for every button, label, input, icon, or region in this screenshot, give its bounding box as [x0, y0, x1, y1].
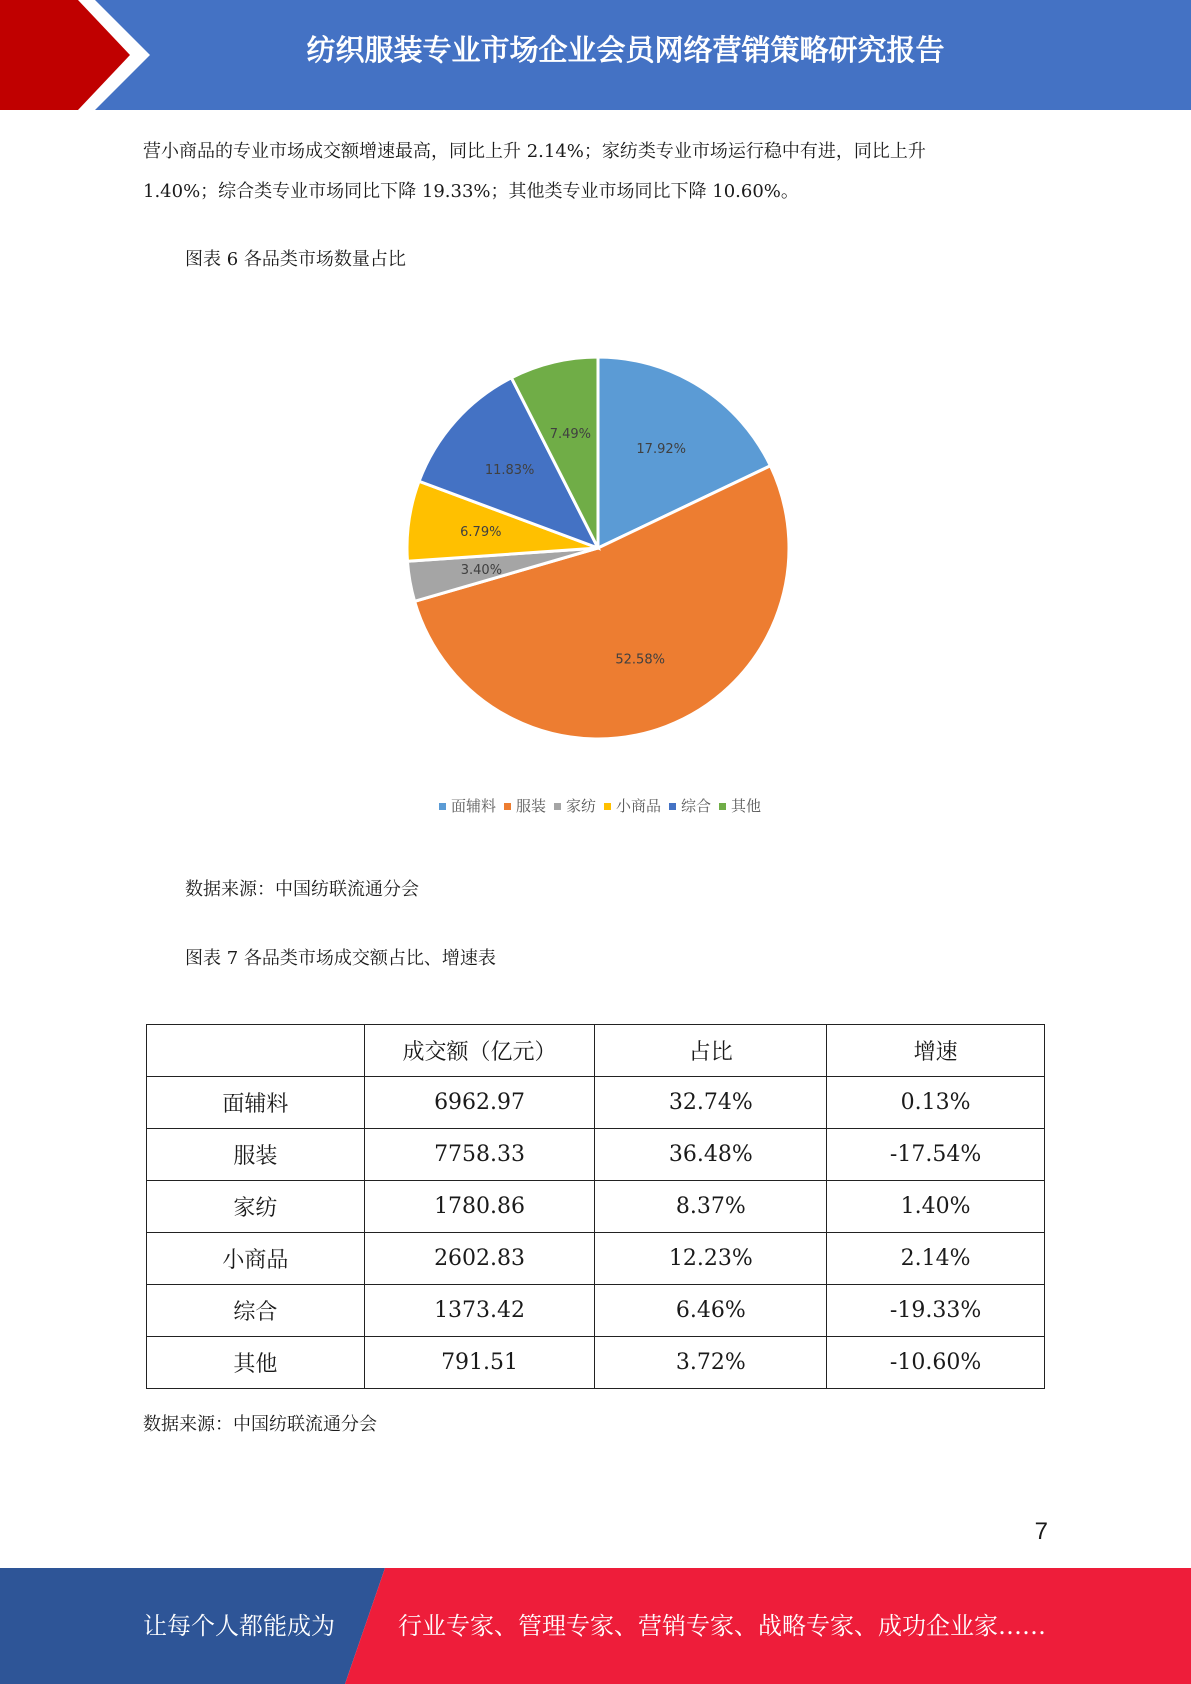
table-header-cell: 增速 [827, 1025, 1045, 1077]
table-cell: -19.33% [827, 1285, 1045, 1337]
table-row [147, 1077, 1045, 1129]
table-cell: 791.51 [364, 1337, 595, 1389]
legend-item [554, 795, 596, 816]
page-footer [0, 1568, 1191, 1684]
table-row [147, 1337, 1045, 1389]
report-title: 纺织服装专业市场企业会员网络营销策略研究报告 [306, 33, 945, 67]
table-cell: 6962.97 [364, 1077, 595, 1129]
legend-label: 面辅料 [450, 797, 496, 815]
paragraph-line-2: 1.40%；综合类专业市场同比下降 19.33%；其他类专业市场同比下降 10.60%。 [143, 181, 799, 202]
table-cell: 7758.33 [364, 1129, 595, 1181]
legend-item [604, 795, 661, 816]
table-cell: 2602.83 [364, 1233, 595, 1285]
legend-swatch [439, 803, 446, 810]
table-cell: 36.48% [595, 1129, 827, 1181]
table-header-cell [147, 1025, 365, 1077]
legend-label: 综合 [681, 797, 712, 815]
pie-data-label: 17.92% [636, 441, 686, 457]
table-cell: 3.72% [595, 1337, 827, 1389]
table-cell: 8.37% [595, 1181, 827, 1233]
table-cell: 服装 [147, 1129, 365, 1181]
table-header-cell: 占比 [595, 1025, 827, 1077]
table-row [147, 1129, 1045, 1181]
legend-item [504, 795, 546, 816]
market-table [146, 1024, 1045, 1389]
footer-slogan-left: 让每个人都能成为 [143, 1612, 335, 1640]
legend-item [439, 795, 496, 816]
legend-item [669, 795, 711, 816]
table-header-row [147, 1025, 1045, 1077]
body-paragraph [143, 132, 1043, 212]
page-header [0, 0, 1191, 110]
table-cell: 1780.86 [364, 1181, 595, 1233]
table-cell: 小商品 [147, 1233, 365, 1285]
figure7-source: 数据来源：中国纺联流通分会 [143, 1414, 377, 1435]
figure6-source: 数据来源：中国纺联流通分会 [185, 879, 419, 900]
table-cell: -10.60% [827, 1337, 1045, 1389]
pie-data-label: 7.49% [549, 426, 592, 442]
chart-legend [380, 795, 820, 816]
legend-label: 服装 [515, 797, 546, 815]
figure6-caption: 图表 6 各品类市场数量占比 [185, 249, 406, 270]
table-cell: 家纺 [147, 1181, 365, 1233]
legend-swatch [719, 803, 726, 810]
legend-swatch [604, 803, 611, 810]
pie-chart [380, 340, 820, 780]
paragraph-line-1: 营小商品的专业市场成交额增速最高，同比上升 2.14%；家纺类专业市场运行稳中有进，同比上升 [143, 141, 926, 162]
table-row [147, 1181, 1045, 1233]
legend-label: 其他 [731, 797, 762, 815]
table-cell: 0.13% [827, 1077, 1045, 1129]
table-header-cell: 成交额（亿元） [364, 1025, 595, 1077]
table-cell: 其他 [147, 1337, 365, 1389]
legend-label: 家纺 [565, 797, 596, 815]
pie-data-label: 52.58% [615, 652, 665, 668]
table-cell: 综合 [147, 1285, 365, 1337]
legend-swatch [504, 803, 511, 810]
table-cell: -17.54% [827, 1129, 1045, 1181]
pie-data-label: 11.83% [484, 463, 535, 479]
figure7-caption: 图表 7 各品类市场成交额占比、增速表 [185, 948, 496, 969]
table-cell: 1373.42 [364, 1285, 595, 1337]
table-cell: 1.40% [827, 1181, 1045, 1233]
page-number: 7 [1034, 1518, 1048, 1545]
table-row [147, 1233, 1045, 1285]
pie-data-label: 3.40% [460, 562, 503, 578]
table-row [147, 1285, 1045, 1337]
legend-item [719, 795, 761, 816]
table-cell: 12.23% [595, 1233, 827, 1285]
table-cell: 32.74% [595, 1077, 827, 1129]
footer-slogan-right: 行业专家、管理专家、营销专家、战略专家、成功企业家…… [398, 1612, 1046, 1640]
table-cell: 面辅料 [147, 1077, 365, 1129]
table-cell: 2.14% [827, 1233, 1045, 1285]
legend-label: 小商品 [616, 797, 662, 815]
legend-swatch [669, 803, 676, 810]
legend-swatch [554, 803, 561, 810]
table-cell: 6.46% [595, 1285, 827, 1337]
pie-data-label: 6.79% [460, 525, 502, 541]
